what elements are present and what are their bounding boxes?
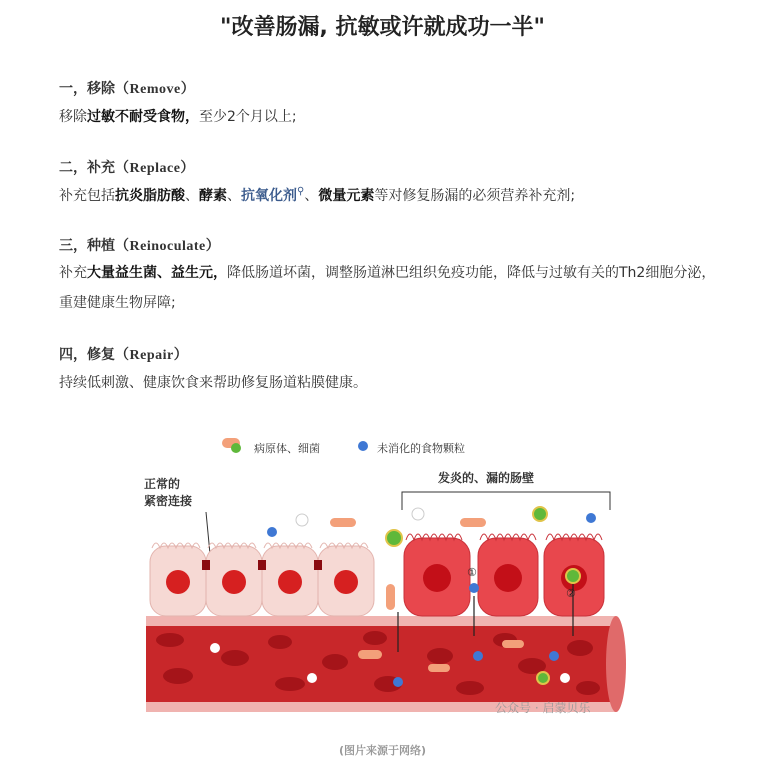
body-text: 降低肠道坏菌，调整肠道淋巴组织免疫功能，降低与过敏有关的Th2细胞分泌，重建健康生物屏障; <box>59 265 716 311</box>
section-heading-en: （Replace） <box>115 161 195 176</box>
section-heading-cn: 四，修复 <box>59 347 115 363</box>
body-text: 持续低刺激、健康饮食来帮助修复肠道粘膜健康。 <box>59 375 367 391</box>
section-heading-cn: 二，补充 <box>59 160 115 176</box>
highlight-link[interactable]: 抗氧化剂 <box>241 188 297 204</box>
leaky-gut-illustration <box>140 426 630 726</box>
bold-text: 过敏不耐受食物， <box>87 109 199 125</box>
section-heading-replace <box>59 157 195 177</box>
healthy-epithelial-cells <box>150 543 374 616</box>
normal-junction-label-2: 紧密连接 <box>144 494 193 508</box>
leaky-wall-bracket <box>402 492 610 510</box>
legend-pathogen-label: 病原体、细菌 <box>254 442 320 455</box>
section-heading-en: （Repair） <box>115 348 189 363</box>
watermark-text: 公众号 · 启蒙贝乐 <box>495 701 591 715</box>
body-text: 补充 <box>59 265 87 281</box>
section-heading-en: （Remove） <box>115 82 196 97</box>
body-text: 至少2个月以上; <box>199 109 297 125</box>
section-body-reinoculate <box>59 258 719 318</box>
bold-text: 抗炎脂肪酸 <box>115 188 185 204</box>
body-text: 补充包括 <box>59 188 115 204</box>
body-text: 、 <box>227 188 241 204</box>
leaky-wall-label: 发炎的、漏的肠壁 <box>438 471 535 485</box>
body-text: 、 <box>304 188 319 204</box>
legend-food-label: 未消化的食物颗粒 <box>377 442 465 455</box>
bold-text: 微量元素 <box>318 188 375 204</box>
legend-food <box>358 441 465 455</box>
section-heading-reinoculate <box>59 235 220 255</box>
vessel-end <box>606 616 626 712</box>
section-body-remove <box>59 102 719 132</box>
bold-text: 酵素 <box>199 188 227 204</box>
route-marker-2: ② <box>566 587 576 600</box>
bold-text: 大量益生菌、益生元， <box>87 265 227 281</box>
image-caption: (图片来源于网络) <box>338 744 427 757</box>
bacteria-icon <box>231 443 241 453</box>
body-text: 移除 <box>59 109 87 125</box>
vessel-wall-top <box>146 616 616 626</box>
section-heading-cn: 一，移除 <box>59 81 115 97</box>
section-heading-cn: 三，种植 <box>59 238 115 254</box>
body-text: 、 <box>185 188 199 204</box>
section-heading-repair <box>59 344 188 364</box>
legend-pathogen <box>222 438 320 455</box>
search-icon[interactable]: ⚲ <box>297 186 305 197</box>
normal-junction-label-1: 正常的 <box>144 477 181 491</box>
section-heading-en: （Reinoculate） <box>115 239 221 254</box>
food-particle-icon <box>358 441 368 451</box>
article-title: "改善肠漏, 抗敏或许就成功一半" <box>220 15 545 40</box>
route-marker-1: ① <box>467 566 477 579</box>
section-body-repair <box>59 368 719 398</box>
body-text: 等对修复肠漏的必须营养补充剂; <box>374 188 576 204</box>
section-body-replace <box>59 181 719 213</box>
section-heading-remove <box>59 78 195 98</box>
